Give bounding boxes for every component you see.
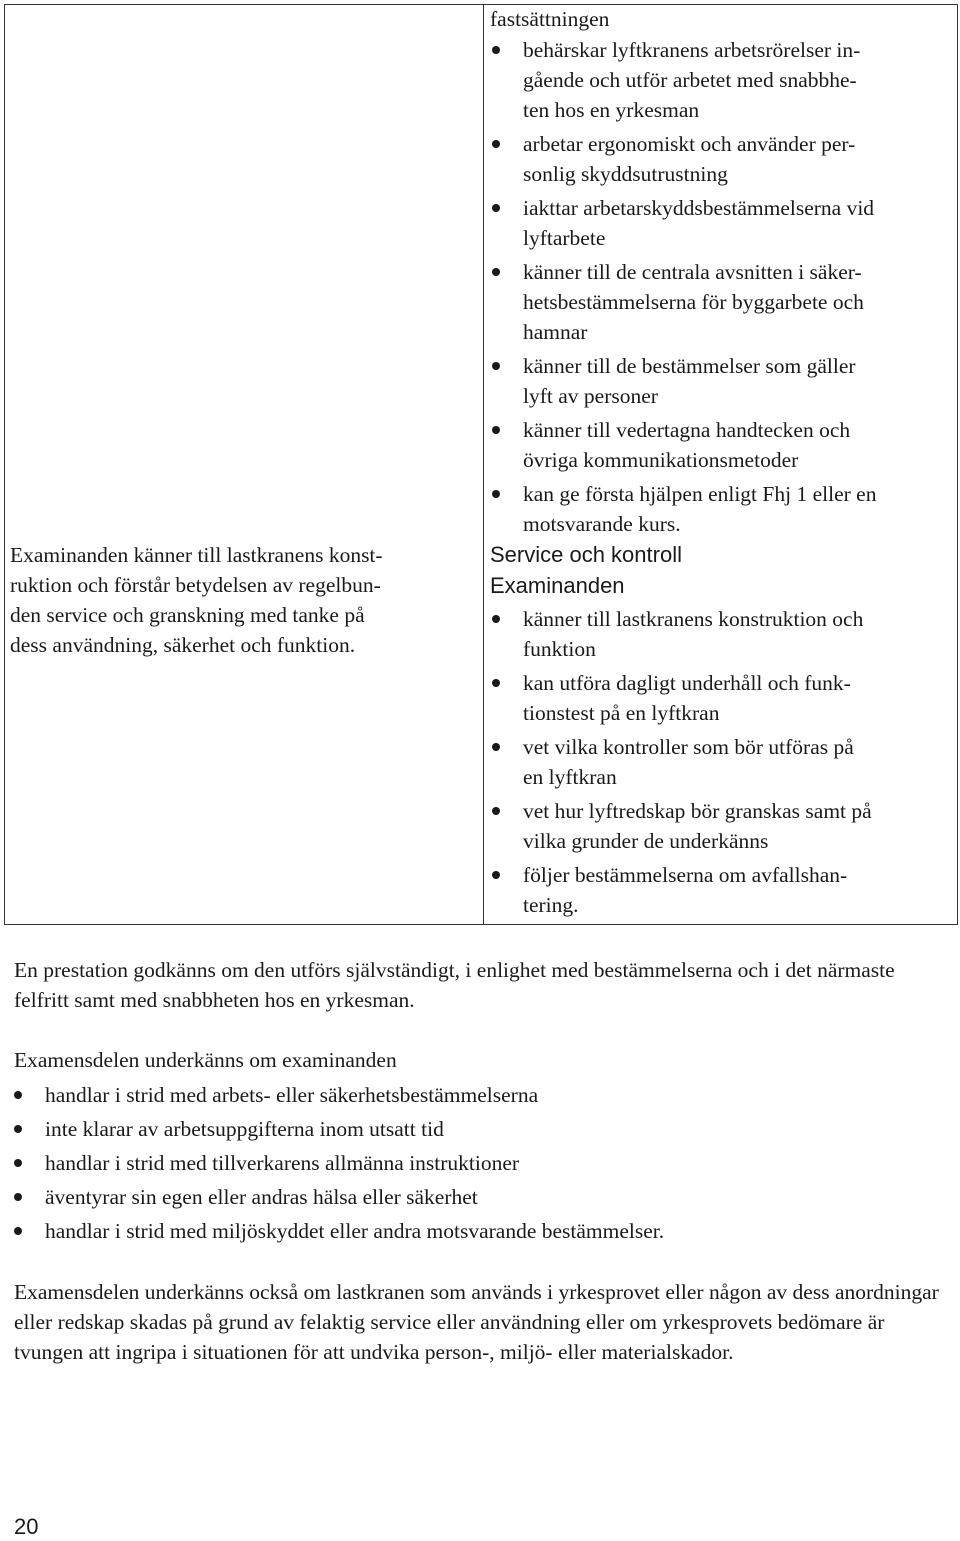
left-cell: [10, 540, 465, 660]
bullet-icon: [492, 426, 500, 434]
top-fragment: fastsättningen: [490, 7, 610, 31]
left-cell-line: Examinanden känner till lastkranens konst-: [10, 543, 383, 567]
section-title: Service och kontroll: [490, 542, 682, 567]
section-subtitle: Examinanden: [490, 573, 625, 598]
bullet-icon: [492, 679, 500, 687]
bullet-icon: [14, 1091, 22, 1099]
list-item: handlar i strid med arbets- eller säkerhetsbestämmelserna: [12, 1080, 942, 1110]
bullet-icon: [492, 743, 500, 751]
bullet-icon: [492, 490, 500, 498]
list-item: handlar i strid med miljöskyddet eller andra motsvarande bestämmelser.: [12, 1216, 942, 1246]
list-item: kan ge första hjälpen enligt Fhj 1 eller en motsvarande kurs.: [490, 479, 948, 539]
list-item: känner till de centrala avsnitten i säker- hetsbestämmelserna för byggarbete och hamnar: [490, 257, 948, 347]
bullet-icon: [492, 871, 500, 879]
bullet-icon: [492, 46, 500, 54]
bullet-icon: [14, 1193, 22, 1201]
right-cell: [490, 4, 948, 924]
list-item: äventyrar sin egen eller andras hälsa eller säkerhet: [12, 1182, 942, 1212]
left-cell-line: dess användning, säkerhet och funktion.: [10, 633, 356, 657]
list-item: känner till de bestämmelser som gäller lyft av personer: [490, 351, 948, 411]
service-list: [490, 604, 948, 920]
rejection-list: [12, 1080, 942, 1250]
list-item: inte klarar av arbetsuppgifterna inom utsatt tid: [12, 1114, 942, 1144]
list-item: vet hur lyftredskap bör granskas samt på vilka grunder de underkänns: [490, 796, 948, 856]
list-item: behärskar lyftkranens arbetsrörelser in- gående och utför arbetet med snabbhe- ten hos en yrkesman: [490, 35, 948, 125]
list-item: känner till lastkranens konstruktion och funktion: [490, 604, 948, 664]
list-item: iakttar arbetarskyddsbestämmelserna vid lyftarbete: [490, 193, 948, 253]
list-item: följer bestämmelserna om avfallshan- tering.: [490, 860, 948, 920]
page-number: 20: [14, 1514, 39, 1539]
left-cell-line: ruktion och förstår betydelsen av regelbun-: [10, 573, 381, 597]
column-divider: [483, 5, 484, 924]
bullet-icon: [492, 204, 500, 212]
approval-paragraph: En prestation godkänns om den utförs självständigt, i enlighet med bestämmelserna och i det närmaste felfritt samt med snabbheten hos en yrkesman.: [14, 958, 895, 1012]
bullet-icon: [14, 1227, 22, 1235]
bullet-icon: [492, 615, 500, 623]
list-item: vet vilka kontroller som bör utföras på en lyftkran: [490, 732, 948, 792]
bullet-icon: [14, 1125, 22, 1133]
list-item: kan utföra dagligt underhåll och funk- tionstest på en lyftkran: [490, 668, 948, 728]
rejection-intro: Examensdelen underkänns om examinanden: [14, 1048, 397, 1072]
left-cell-line: den service och granskning med tanke på: [10, 603, 365, 627]
bullet-icon: [492, 362, 500, 370]
skills-list: [490, 35, 948, 539]
list-item: känner till vedertagna handtecken och övriga kommunikationsmetoder: [490, 415, 948, 475]
damage-paragraph: Examensdelen underkänns också om lastkranen som används i yrkesprovet eller någon av dess anordningar eller redskap skadas på grund av felaktig service eller användning eller om yrkesprovets bedömare är tvungen att ingripa i situationen för att undvika person-, miljö- eller materialskador.: [14, 1280, 939, 1364]
bullet-icon: [492, 807, 500, 815]
bullet-icon: [14, 1159, 22, 1167]
list-item: handlar i strid med tillverkarens allmänna instruktioner: [12, 1148, 942, 1178]
bullet-icon: [492, 140, 500, 148]
bullet-icon: [492, 268, 500, 276]
list-item: arbetar ergonomiskt och använder per- sonlig skyddsutrustning: [490, 129, 948, 189]
